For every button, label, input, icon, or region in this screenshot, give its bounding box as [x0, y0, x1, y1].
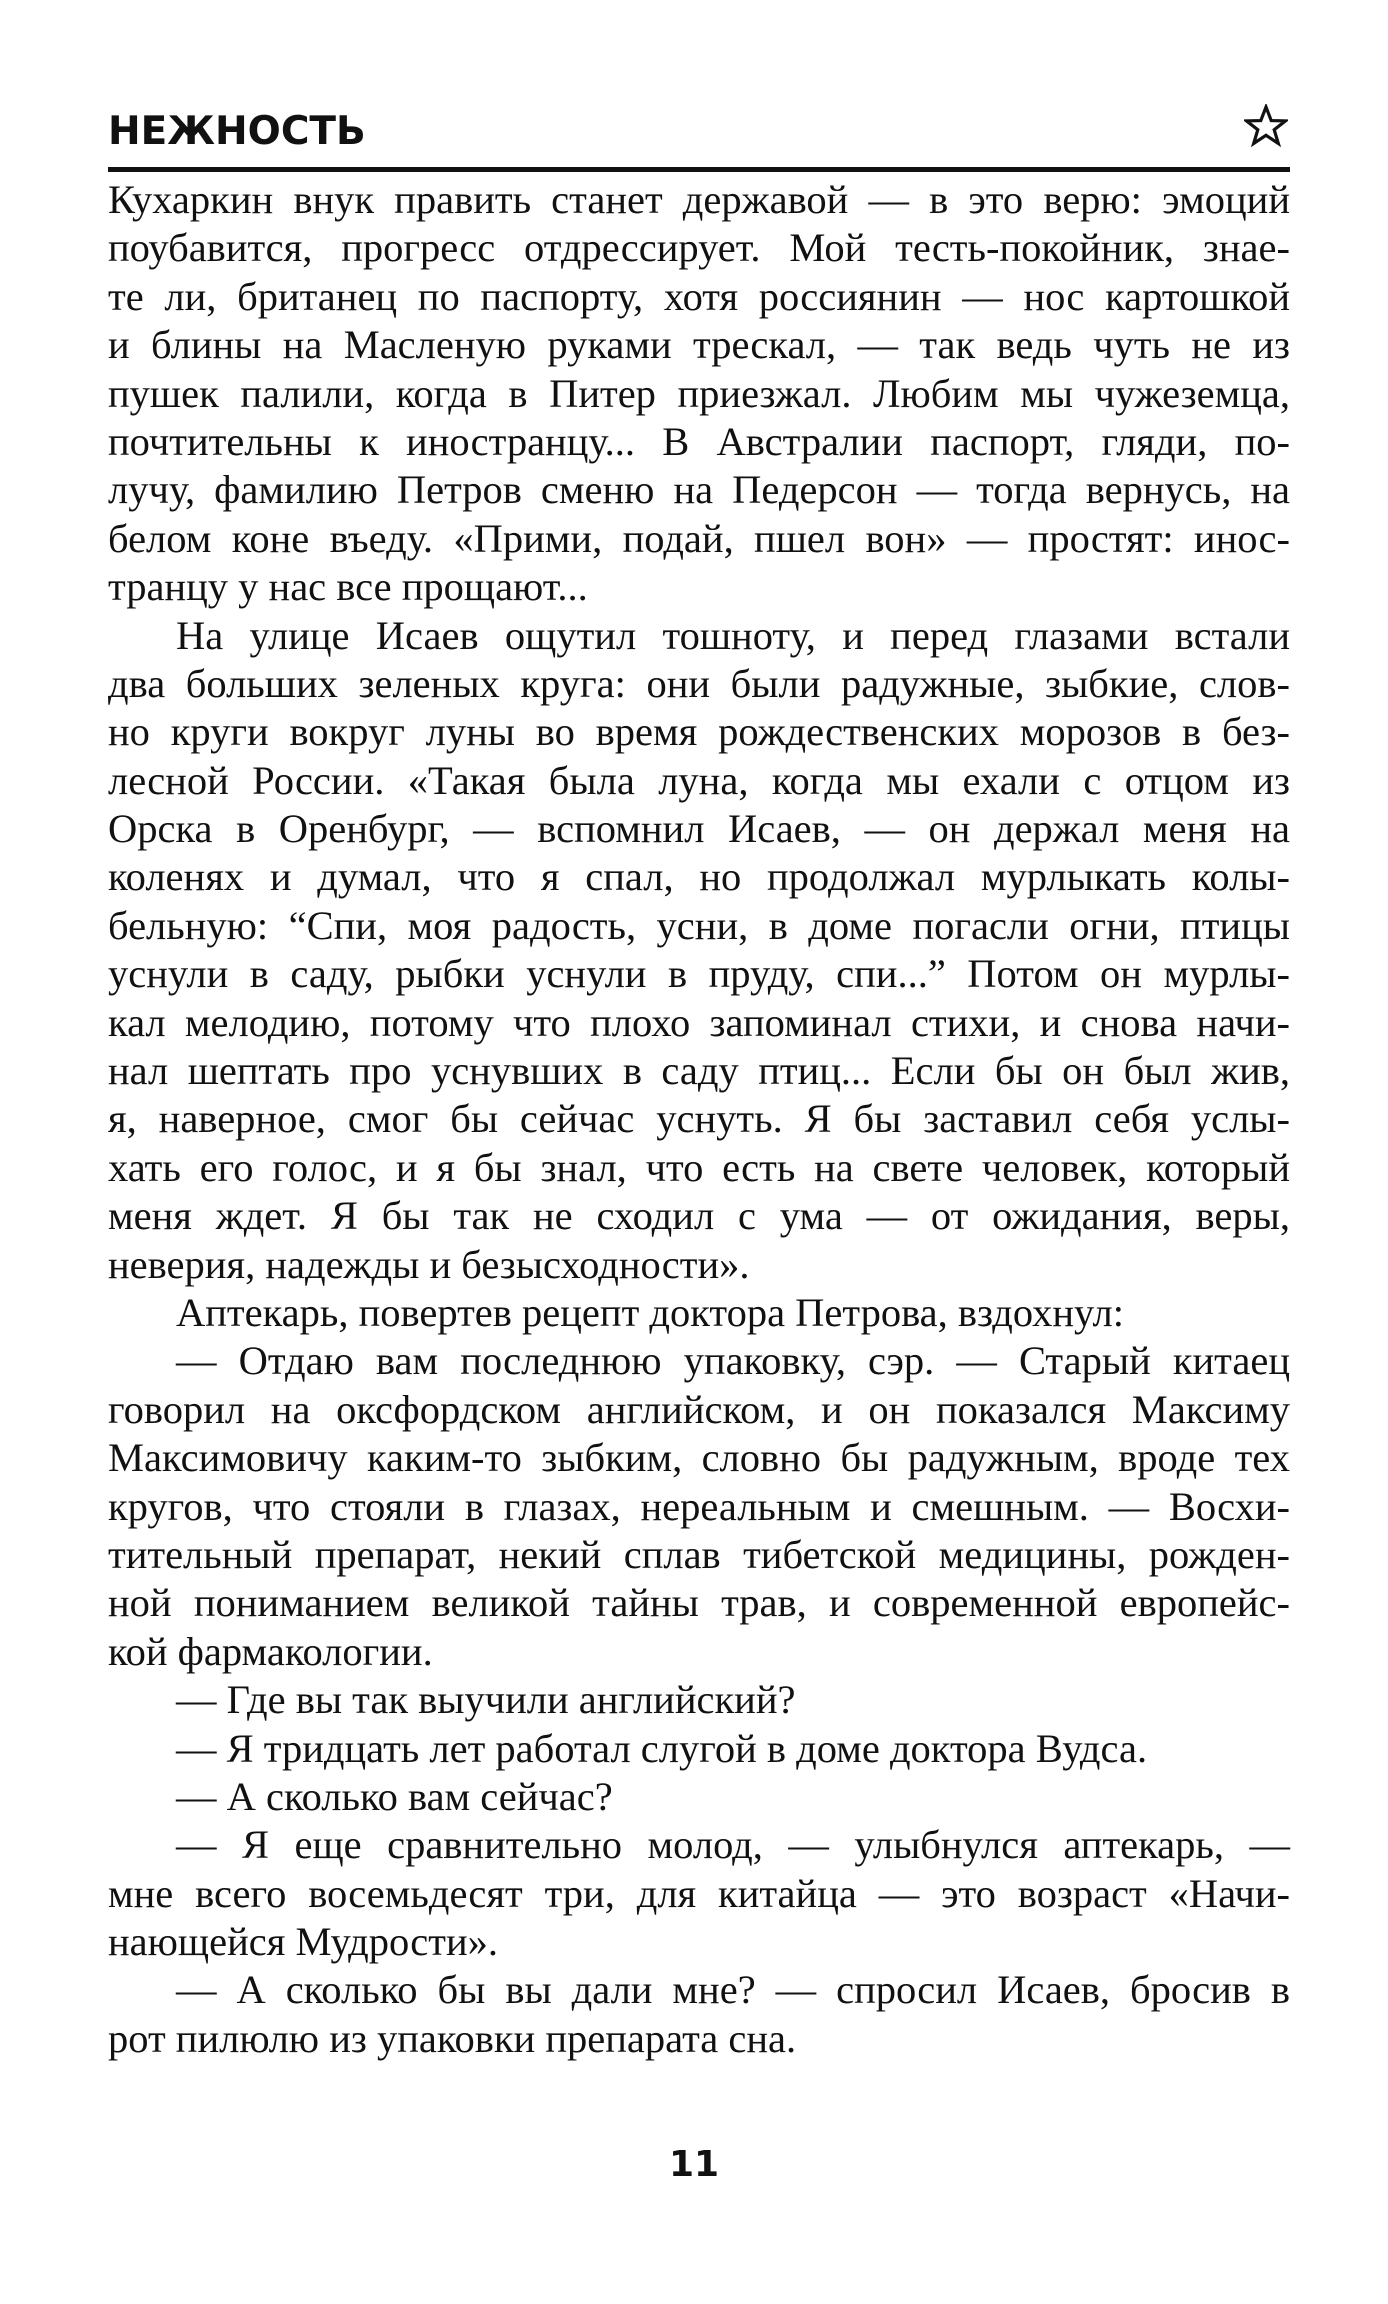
text-line: лучу, фамилию Петров сменю на Педерсон — тогда вернусь, на — [108, 467, 1290, 513]
text-line: Орска в Оренбург, — вспомнил Исаев, — он держал меня на — [108, 806, 1290, 852]
text-line: уснули в саду, рыбки уснули в пруду, спи...” Потом он мурлы- — [108, 951, 1290, 997]
running-header — [108, 108, 1288, 170]
text-line: мне всего восемьдесят три, для китайца — это возраст «Начи- — [108, 1870, 1290, 1916]
text-line: меня ждет. Я бы так не сходил с ума — от ожидания, веры, — [108, 1193, 1290, 1239]
text-line: — Отдаю вам последнюю упаковку, сэр. — Старый китаец — [176, 1338, 1290, 1384]
text-line: ной пониманием великой тайны трав, и современной европейс- — [108, 1580, 1290, 1626]
text-line: тительный препарат, некий сплав тибетской медицины, рожден- — [108, 1531, 1290, 1577]
page-number: 11 — [668, 2144, 720, 2185]
text-line: — А сколько вам сейчас? — [176, 1773, 613, 1819]
text-line: белом коне въеду. «Прими, подай, пшел вон» — простят: инос- — [108, 515, 1290, 561]
text-line: неверия, надежды и безысходности». — [108, 1241, 750, 1287]
text-line: но круги вокруг луны во время рождественских морозов в без- — [108, 709, 1290, 755]
text-line: транцу у нас все прощают... — [108, 564, 588, 610]
text-line: те ли, британец по паспорту, хотя россиянин — нос картошкой — [108, 273, 1290, 319]
text-line: пушек палили, когда в Питер приезжал. Любим мы чужеземца, — [108, 370, 1290, 416]
text-line: бельную: “Спи, моя радость, усни, в доме погасли огни, птицы — [108, 902, 1290, 948]
running-header-title: НЕЖНОСТЬ — [108, 109, 366, 154]
star-outline-icon — [1244, 104, 1288, 148]
text-line: кал мелодию, потому что плохо запоминал стихи, и снова начи- — [108, 999, 1290, 1045]
text-line: кой фармакологии. — [108, 1628, 433, 1674]
text-line: кругов, что стояли в глазах, нереальным и смешным. — Восхи- — [108, 1483, 1290, 1529]
text-line: лесной России. «Такая была луна, когда мы ехали с отцом из — [108, 757, 1290, 803]
text-line: — А сколько бы вы дали мне? — спросил Исаев, бросив в — [176, 1967, 1290, 2013]
text-line: поубавится, прогресс отдрессирует. Мой тесть-покойник, знае- — [108, 225, 1290, 271]
text-line: два больших зеленых круга: они были радужные, зыбкие, слов- — [108, 660, 1290, 706]
text-line: нающейся Мудрости». — [108, 1919, 499, 1965]
text-line: Кухаркин внук править станет державой — в это верю: эмоций — [108, 177, 1290, 222]
body-text — [108, 176, 1290, 2063]
text-line: я, наверное, смог бы сейчас уснуть. Я бы заставил себя услы- — [108, 1096, 1290, 1142]
text-line: На улице Исаев ощутил тошноту, и перед глазами встали — [176, 612, 1290, 658]
text-line: и блины на Масленую руками трескал, — так ведь чуть не из — [108, 322, 1290, 368]
text-line: говорил на оксфордском английском, и он показался Максиму — [108, 1386, 1290, 1432]
text-line: — Я еще сравнительно молод, — улыбнулся аптекарь, — — [176, 1822, 1290, 1868]
text-line: нал шептать про уснувших в саду птиц... Если бы он был жив, — [108, 1048, 1290, 1094]
text-line: коленях и думал, что я спал, но продолжал мурлыкать колы- — [108, 854, 1290, 900]
text-line: Максимовичу каким-то зыбким, словно бы радужным, вроде тех — [108, 1435, 1290, 1481]
text-line: почтительны к иностранцу... В Австралии паспорт, гляди, по- — [108, 418, 1290, 464]
text-line: — Я тридцать лет работал слугой в доме доктора Вудса. — [176, 1725, 1148, 1771]
text-line: — Где вы так выучили английский? — [176, 1677, 796, 1723]
header-divider — [108, 167, 1290, 172]
text-line: хать его голос, и я бы знал, что есть на свете человек, который — [108, 1144, 1290, 1190]
text-line: Аптекарь, повертев рецепт доктора Петрова, вздохнул: — [176, 1289, 1124, 1335]
text-line: рот пилюлю из упаковки препарата сна. — [108, 2015, 797, 2061]
